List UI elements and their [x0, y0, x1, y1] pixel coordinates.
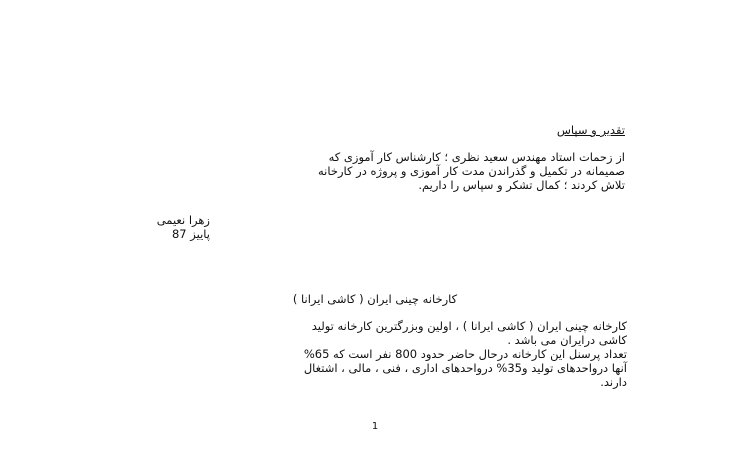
thanks-line-3: تلاش کردند ؛ کمال تشکر و سپاس را داریم.: [418, 178, 625, 192]
company-line-1: کارخانه چینی ایران ( کاشی ایرانا ) ، اولین وبزرگترین کارخانه تولید: [311, 319, 627, 333]
thanks-line-2: صمیمانه در تکمیل و گذراندن مدت کار آموزی و پروژه در کارخانه: [318, 164, 625, 178]
page-number: 1: [371, 421, 379, 432]
thanks-paragraph: [150, 150, 625, 192]
section-heading: کارخانه چینی ایران ( کاشی ایرانا ): [292, 292, 458, 306]
company-line-4: آنها درواحدهای تولید و35% درواحدهای اداری ، فنی ، مالی ، اشتغال: [303, 361, 627, 375]
company-line-3: تعداد پرسنل این کارخانه درحال حاضر حدود 800 نفر است که 65%: [303, 347, 627, 361]
signature-name: زهرا نعیمی: [156, 213, 210, 227]
signature-date: پاییز 87: [171, 227, 210, 241]
signature-block: [100, 213, 210, 241]
company-paragraph: [120, 319, 627, 389]
company-line-2: کاشی درایران می باشد .: [507, 333, 627, 347]
company-line-5: دارند.: [600, 375, 627, 389]
thanks-heading: تقدیر و سپاس: [556, 123, 625, 137]
thanks-line-1: از زحمات استاد مهندس سعید نظری ؛ کارشناس کار آموزی که: [328, 150, 625, 164]
